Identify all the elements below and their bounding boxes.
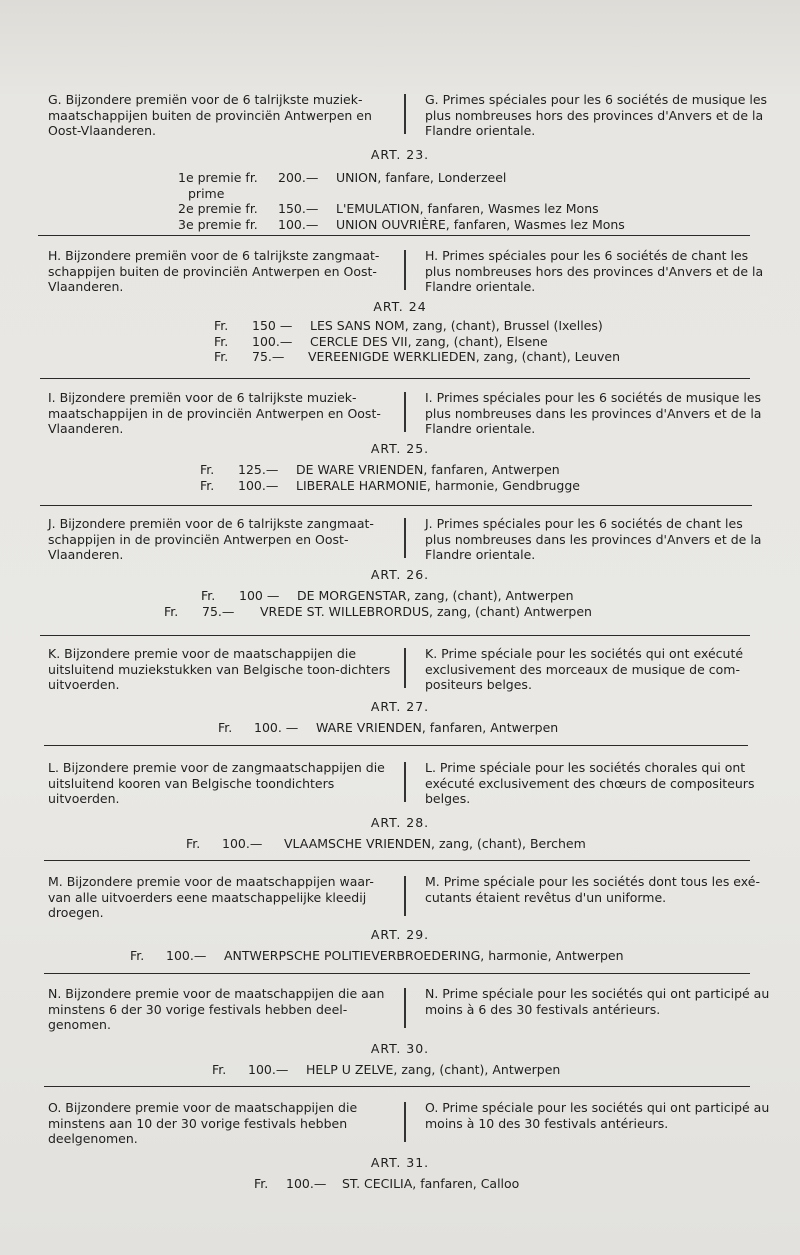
section-n <box>0 986 800 1078</box>
section-rule <box>38 235 750 236</box>
award-entry <box>200 478 800 494</box>
award-amount: 100 — <box>239 588 280 603</box>
section-right-text: H. Primes spéciales pour les 6 sociétés de chant les plus nombreuses hors des provinces d'Anvers et de la Flandre orientale. <box>425 248 764 294</box>
section-right-text: K. Prime spéciale pour les sociétés qui ont exécuté exclusivement des morceaux de musique de com-positeurs belges. <box>425 646 744 692</box>
award-prefix: 3e premie fr. <box>178 216 258 232</box>
column-divider <box>404 876 406 916</box>
award-name: WARE VRIENDEN, fanfaren, Antwerpen <box>316 720 559 735</box>
award-amount: 200.— <box>278 170 319 185</box>
award-prefix: Fr. <box>130 948 145 963</box>
award-prefix: Fr. <box>200 462 215 477</box>
award-amount: 100.— <box>286 1176 327 1191</box>
section-left-text: L. Bijzondere premie voor de zangmaatschappijen die uitsluitend kooren van Belgische toondichters uitvoerden. <box>48 760 385 806</box>
award-entry <box>130 948 800 964</box>
award-name: DE MORGENSTAR, zang, (chant), Antwerpen <box>297 588 574 603</box>
section-h <box>0 248 800 365</box>
award-name: ST. CECILIA, fanfaren, Calloo <box>342 1176 520 1191</box>
section-m <box>0 874 800 964</box>
award-entry <box>214 334 800 350</box>
award-list <box>214 318 800 365</box>
award-list <box>130 948 800 964</box>
section-g <box>0 92 800 232</box>
award-prefix: Fr. <box>214 318 229 333</box>
award-prefix: 2e premie fr. <box>178 201 258 216</box>
award-prefix: Fr. <box>164 603 179 619</box>
award-amount: 150.— <box>278 201 319 216</box>
award-list <box>218 720 800 736</box>
article-heading: ART. 27. <box>370 699 430 714</box>
section-right-text: O. Prime spéciale pour les sociétés qui ont participé au moins à 10 des 30 festivals antérieurs. <box>425 1100 770 1131</box>
award-name: LIBERALE HARMONIE, harmonie, Gendbrugge <box>296 477 580 493</box>
column-divider <box>404 94 406 134</box>
award-entry <box>178 170 800 186</box>
article-heading: ART. 26. <box>370 567 430 582</box>
award-prefix: Fr. <box>212 1062 227 1077</box>
article-heading: ART. 31. <box>370 1155 430 1170</box>
article-heading: ART. 23. <box>370 147 430 162</box>
award-amount: 100.— <box>278 216 319 232</box>
section-l <box>0 760 800 852</box>
section-left-text: J. Bijzondere premiën voor de 6 talrijkste zangmaat-schappijen in de provinciën Antwerpen en Oost-Vlaanderen. <box>48 516 374 562</box>
section-rule <box>40 505 752 506</box>
award-prefix: Fr. <box>214 333 229 349</box>
award-entry <box>164 604 800 620</box>
award-amount: 100.— <box>222 836 263 851</box>
award-prefix: Fr. <box>254 1176 269 1191</box>
award-amount: 100.— <box>252 333 293 349</box>
award-name: L'EMULATION, fanfaren, Wasmes lez Mons <box>336 201 599 216</box>
column-divider <box>404 988 406 1028</box>
section-right-text: G. Primes spéciales pour les 6 sociétés de musique les plus nombreuses hors des provinces d'Anvers et de la Flandre orientale. <box>425 92 768 138</box>
award-amount: 100. — <box>254 720 299 735</box>
column-divider <box>404 762 406 802</box>
award-entry <box>178 217 800 233</box>
award-prefix: 1e premie fr. <box>178 170 258 185</box>
section-left-text: K. Bijzondere premie voor de maatschappijen die uitsluitend muziekstukken van Belgische toon-dichters uitvoerden. <box>48 646 391 692</box>
award-list <box>212 1062 800 1078</box>
award-entry <box>178 201 800 217</box>
section-rule <box>44 745 748 746</box>
award-entry <box>186 836 800 852</box>
section-i <box>0 390 800 493</box>
award-amount: 75.— <box>252 349 285 364</box>
award-prefix: prime <box>188 185 225 201</box>
award-prefix: Fr. <box>218 720 233 735</box>
award-entry <box>178 186 800 202</box>
award-prefix: Fr. <box>186 836 201 851</box>
section-rule <box>40 378 750 379</box>
section-right-text: L. Prime spéciale pour les sociétés chorales qui ont exécuté exclusivement des chœurs de compositeurs belges. <box>425 760 755 806</box>
section-o <box>0 1100 800 1192</box>
column-divider <box>404 518 406 558</box>
column-divider <box>404 648 406 688</box>
award-name: VEREENIGDE WERKLIEDEN, zang, (chant), Leuven <box>308 349 621 364</box>
section-right-text: M. Prime spéciale pour les sociétés dont tous les exé-cutants étaient revêtus d'un uniforme. <box>425 874 760 905</box>
award-name: VREDE ST. WILLEBRORDUS, zang, (chant) Antwerpen <box>260 603 592 619</box>
award-amount: 100.— <box>248 1062 289 1077</box>
award-list <box>254 1176 800 1192</box>
section-rule <box>44 1086 750 1087</box>
section-rule <box>40 635 750 636</box>
award-name: CERCLE DES VII, zang, (chant), Elsene <box>310 333 548 349</box>
section-k <box>0 646 800 736</box>
award-prefix: Fr. <box>214 349 229 364</box>
article-heading: ART. 24 <box>373 299 427 314</box>
section-j <box>0 516 800 619</box>
award-name: DE WARE VRIENDEN, fanfaren, Antwerpen <box>296 462 560 477</box>
section-left-text: G. Bijzondere premiën voor de 6 talrijkste muziek-maatschappijen buiten de provinciën Antwerpen en Oost-Vlaanderen. <box>48 92 372 138</box>
section-left-text: I. Bijzondere premiën voor de 6 talrijkste muziek-maatschappijen in de provinciën Antwerpen en Oost-Vlaanderen. <box>48 390 381 436</box>
award-entry <box>200 462 800 478</box>
section-rule <box>44 860 750 861</box>
award-entry <box>214 318 800 334</box>
award-amount: 75.— <box>202 603 235 619</box>
award-entry <box>212 1062 800 1078</box>
section-right-text: I. Primes spéciales pour les 6 sociétés de musique les plus nombreuses dans les provinces d'Anvers et de la Flandre orientale. <box>425 390 762 436</box>
column-divider <box>404 392 406 432</box>
article-heading: ART. 25. <box>370 441 430 456</box>
award-entry <box>254 1176 800 1192</box>
award-list <box>164 588 800 619</box>
award-amount: 100.— <box>166 948 207 963</box>
section-left-text: O. Bijzondere premie voor de maatschappijen die minstens aan 10 der 30 vorige festivals hebben deelgenomen. <box>48 1100 358 1146</box>
award-name: LES SANS NOM, zang, (chant), Brussel (Ixelles) <box>310 318 603 333</box>
article-heading: ART. 30. <box>370 1041 430 1056</box>
award-list <box>200 462 800 493</box>
award-list <box>186 836 800 852</box>
column-divider <box>404 1102 406 1142</box>
award-prefix: Fr. <box>200 477 215 493</box>
award-name: UNION, fanfare, Londerzeel <box>336 170 507 185</box>
award-entry <box>214 349 800 365</box>
award-amount: 150 — <box>252 318 293 333</box>
column-divider <box>404 250 406 290</box>
section-right-text: J. Primes spéciales pour les 6 sociétés de chant les plus nombreuses dans les provinces d'Anvers et de la Flandre orientale. <box>425 516 762 562</box>
award-name: ANTWERPSCHE POLITIEVERBROEDERING, harmonie, Antwerpen <box>224 948 624 963</box>
article-heading: ART. 29. <box>370 927 430 942</box>
award-prefix: Fr. <box>201 588 216 603</box>
award-amount: 125.— <box>238 462 279 477</box>
award-entry <box>164 588 800 604</box>
award-entry <box>218 720 800 736</box>
award-amount: 100.— <box>238 477 279 493</box>
award-list <box>178 170 800 232</box>
section-rule <box>44 973 750 974</box>
section-left-text: H. Bijzondere premiën voor de 6 talrijkste zangmaat-schappijen buiten de provinciën Antwerpen en Oost-Vlaanderen. <box>48 248 380 294</box>
section-right-text: N. Prime spéciale pour les sociétés qui ont participé au moins à 6 des 30 festivals antérieurs. <box>425 986 770 1017</box>
award-name: HELP U ZELVE, zang, (chant), Antwerpen <box>306 1062 561 1077</box>
article-heading: ART. 28. <box>370 815 430 830</box>
award-name: UNION OUVRIÈRE, fanfaren, Wasmes lez Mons <box>336 216 625 232</box>
award-name: VLAAMSCHE VRIENDEN, zang, (chant), Berchem <box>284 836 586 851</box>
section-left-text: M. Bijzondere premie voor de maatschappijen waar-van alle uitvoerders eene maatschappelijke kleedij droegen. <box>48 874 374 920</box>
section-left-text: N. Bijzondere premie voor de maatschappijen die aan minstens 6 der 30 vorige festivals hebben deel-genomen. <box>48 986 385 1032</box>
